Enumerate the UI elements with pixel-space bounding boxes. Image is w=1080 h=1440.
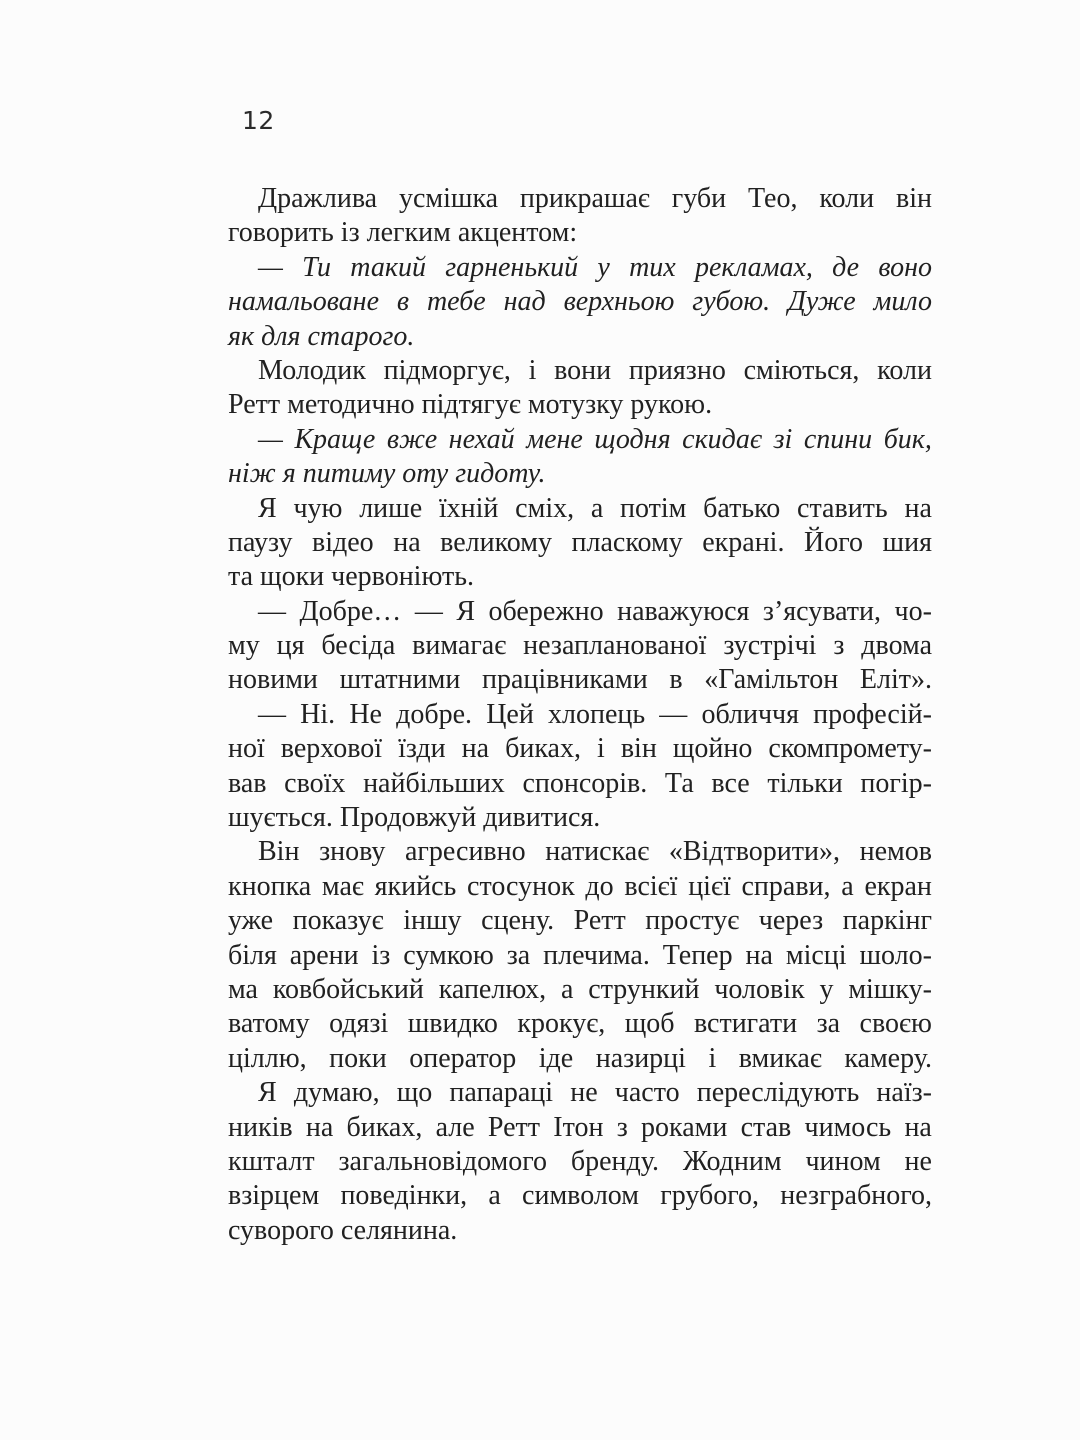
text-line: ціллю, поки оператор іде назирці і вмикає камеру. <box>228 1042 932 1074</box>
text-line: кшталт загальновідомого бренду. Жодним чином не <box>228 1145 932 1177</box>
text-line: взірцем поведінки, а символом грубого, незграбного, <box>228 1180 932 1212</box>
text-line: ної верхової їзди на биках, і він щойно скомпромету- <box>228 733 932 765</box>
text-line: новими штатними працівниками в «Гамільтон Еліт». <box>228 664 932 696</box>
text-line: му ця бесіда вимагає незапланованої зустрічі з двома <box>228 630 932 662</box>
text-line: Він знову агресивно натискає «Відтворити», немов <box>258 836 932 868</box>
text-line: ніж я питиму оту гидоту. <box>228 458 546 490</box>
text-line: говорить із легким акцентом: <box>228 217 578 249</box>
text-line: біля арени із сумкою за плечима. Тепер на місці шоло- <box>228 939 932 971</box>
text-line: ватому одязі швидко крокує, щоб встигати за своєю <box>228 1008 932 1040</box>
text-line: шується. Продовжуй дивитися. <box>228 802 601 834</box>
text-line: Я чую лише їхній сміх, а потім батько ставить на <box>258 492 932 524</box>
text-line: — Краще вже нехай мене щодня скидає зі спини бик, <box>258 423 932 455</box>
text-line: ма ковбойський капелюх, а стрункий чоловік у мішку- <box>228 973 932 1005</box>
text-line: Ретт методично підтягує мотузку рукою. <box>228 389 713 421</box>
text-line: Я думаю, що папараці не часто переслідують наїз- <box>258 1077 932 1109</box>
text-line: — Ні. Не добре. Цей хлопець — обличчя професій- <box>258 698 932 730</box>
text-line: Молодик підморгує, і вони приязно сміються, коли <box>258 354 932 386</box>
text-line: Дражлива усмішка прикрашає губи Тео, коли він <box>258 183 932 214</box>
text-line: намальоване в тебе над верхньою губою. Дуже мило <box>228 286 932 318</box>
text-line: уже показує іншу сцену. Ретт простує через паркінг <box>228 905 932 937</box>
text-line: та щоки червоніють. <box>228 561 475 593</box>
text-line: ників на биках, але Ретт Ітон з роками став чимось на <box>228 1111 932 1143</box>
text-line: вав своїх найбільших спонсорів. Та все тільки погір- <box>228 767 932 799</box>
text-line: паузу відео на великому пласкому екрані. Його шия <box>228 526 932 558</box>
text-line: як для старого. <box>228 320 415 352</box>
text-line: кнопка має якийсь стосунок до всієї цієї справи, а екран <box>228 870 932 902</box>
text-line: суворого селянина. <box>228 1214 458 1246</box>
text-line: — Ти такий гарненький у тих рекламах, де воно <box>258 251 932 283</box>
page-text <box>228 182 932 1248</box>
text-line: — Добре… — Я обережно наважуюся з’ясувати, чо- <box>258 595 932 627</box>
page-number: 12 <box>242 106 275 135</box>
